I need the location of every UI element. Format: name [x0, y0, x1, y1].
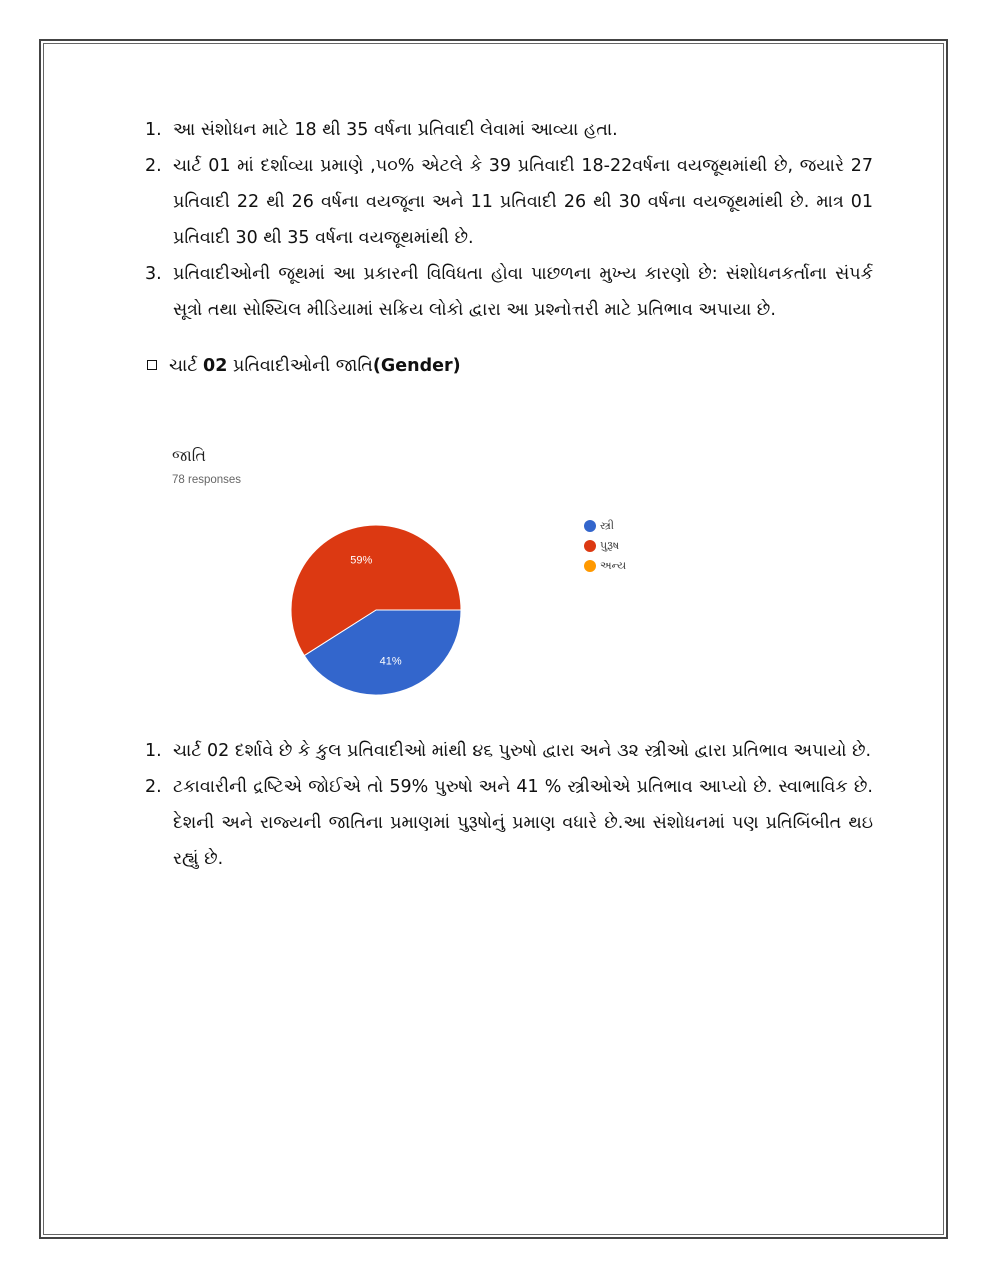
legend-swatch — [584, 560, 596, 572]
section-heading — [145, 354, 873, 378]
top-numbered-list — [145, 112, 873, 328]
pie-svg — [170, 446, 690, 716]
list-item — [145, 256, 873, 328]
heading-prefix: ચાર્ટ — [169, 356, 204, 376]
list-text: ચાર્ટ 02 દર્શાવે છે કે કુલ પ્રતિવાદીઓ માંથી ૪૬ પુરુષો દ્વારા અને ૩૨ સ્ત્રીઓ દ્વારા પ્રતિભાવ અપાયો છે. — [173, 741, 872, 761]
list-number: 3. — [145, 264, 162, 284]
legend-swatch — [584, 520, 596, 532]
list-text: પ્રતિવાદીઓની જૂથમાં આ પ્રકારની વિવિધતા હોવા પાછળના મુખ્ય કારણો છે: સંશોધનકર્તાના સંપર્ક સૂત્રો તથા સોશ્યિલ મીડિયામાં સક્રિય લોકો દ્વારા આ પ્રશ્નોત્તરી માટે પ્રતિભાવ અપાયા છે. — [173, 264, 873, 320]
legend-swatch — [584, 540, 596, 552]
gender-pie-chart — [170, 446, 690, 716]
list-text: ચાર્ટ 01 માં દર્શાવ્યા પ્રમાણે ,૫૦% એટલે કે 39 પ્રતિવાદી 18-22વર્ષના વયજૂથમાંથી છે, જયારે 27 પ્રતિવાદી 22 થી 26 વર્ષના વયજૂના અને 11 પ્રતિવાદી 26 થી 30 વર્ષના વયજૂથમાંથી છે. માત્ર 01 પ્રતિવાદી 30 થી 35 વર્ષના વયજૂથમાંથી છે. — [173, 156, 873, 248]
legend-item — [584, 516, 626, 536]
slice-label: 59% — [350, 554, 373, 567]
list-item — [145, 769, 873, 877]
chart-title: જાતિ — [172, 446, 207, 465]
list-number: 2. — [145, 156, 162, 176]
checkbox-bullet-icon — [147, 360, 157, 370]
list-number: 1. — [145, 120, 162, 140]
heading-number: 02 — [203, 356, 228, 376]
legend-item — [584, 556, 626, 576]
slice-label: 41% — [379, 655, 402, 668]
list-number: 2. — [145, 777, 162, 797]
chart-legend — [584, 516, 626, 576]
bottom-numbered-list — [145, 733, 873, 877]
list-item — [145, 112, 873, 148]
list-item — [145, 733, 873, 769]
list-item — [145, 148, 873, 256]
list-text: ટકાવારીની દ્રષ્ટિએ જોઈએ તો 59% પુરુષો અને 41 % સ્ત્રીઓએ પ્રતિભાવ આપ્યો છે. સ્વાભાવિક છે. દેશની અને રાજ્યની જાતિના પ્રમાણમાં પુરૂષોનું પ્રમાણ વધારે છે.આ સંશોધનમાં પણ પ્રતિબિંબીત થઇ રહ્યું છે. — [173, 777, 873, 869]
heading-text: પ્રતિવાદીઓની જાતિ — [227, 356, 373, 376]
list-text: આ સંશોધન માટે 18 થી 35 વર્ષના પ્રતિવાદી લેવામાં આવ્યા હતા. — [173, 120, 618, 140]
heading-english: (Gender) — [372, 356, 461, 376]
legend-label: પુરૂષ — [600, 539, 620, 552]
legend-label: સ્ત્રી — [600, 519, 614, 532]
list-number: 1. — [145, 741, 162, 761]
legend-label: અન્ય — [600, 559, 627, 572]
chart-subtitle: 78 responses — [172, 474, 242, 486]
document-body — [145, 112, 873, 378]
legend-item — [584, 536, 626, 556]
